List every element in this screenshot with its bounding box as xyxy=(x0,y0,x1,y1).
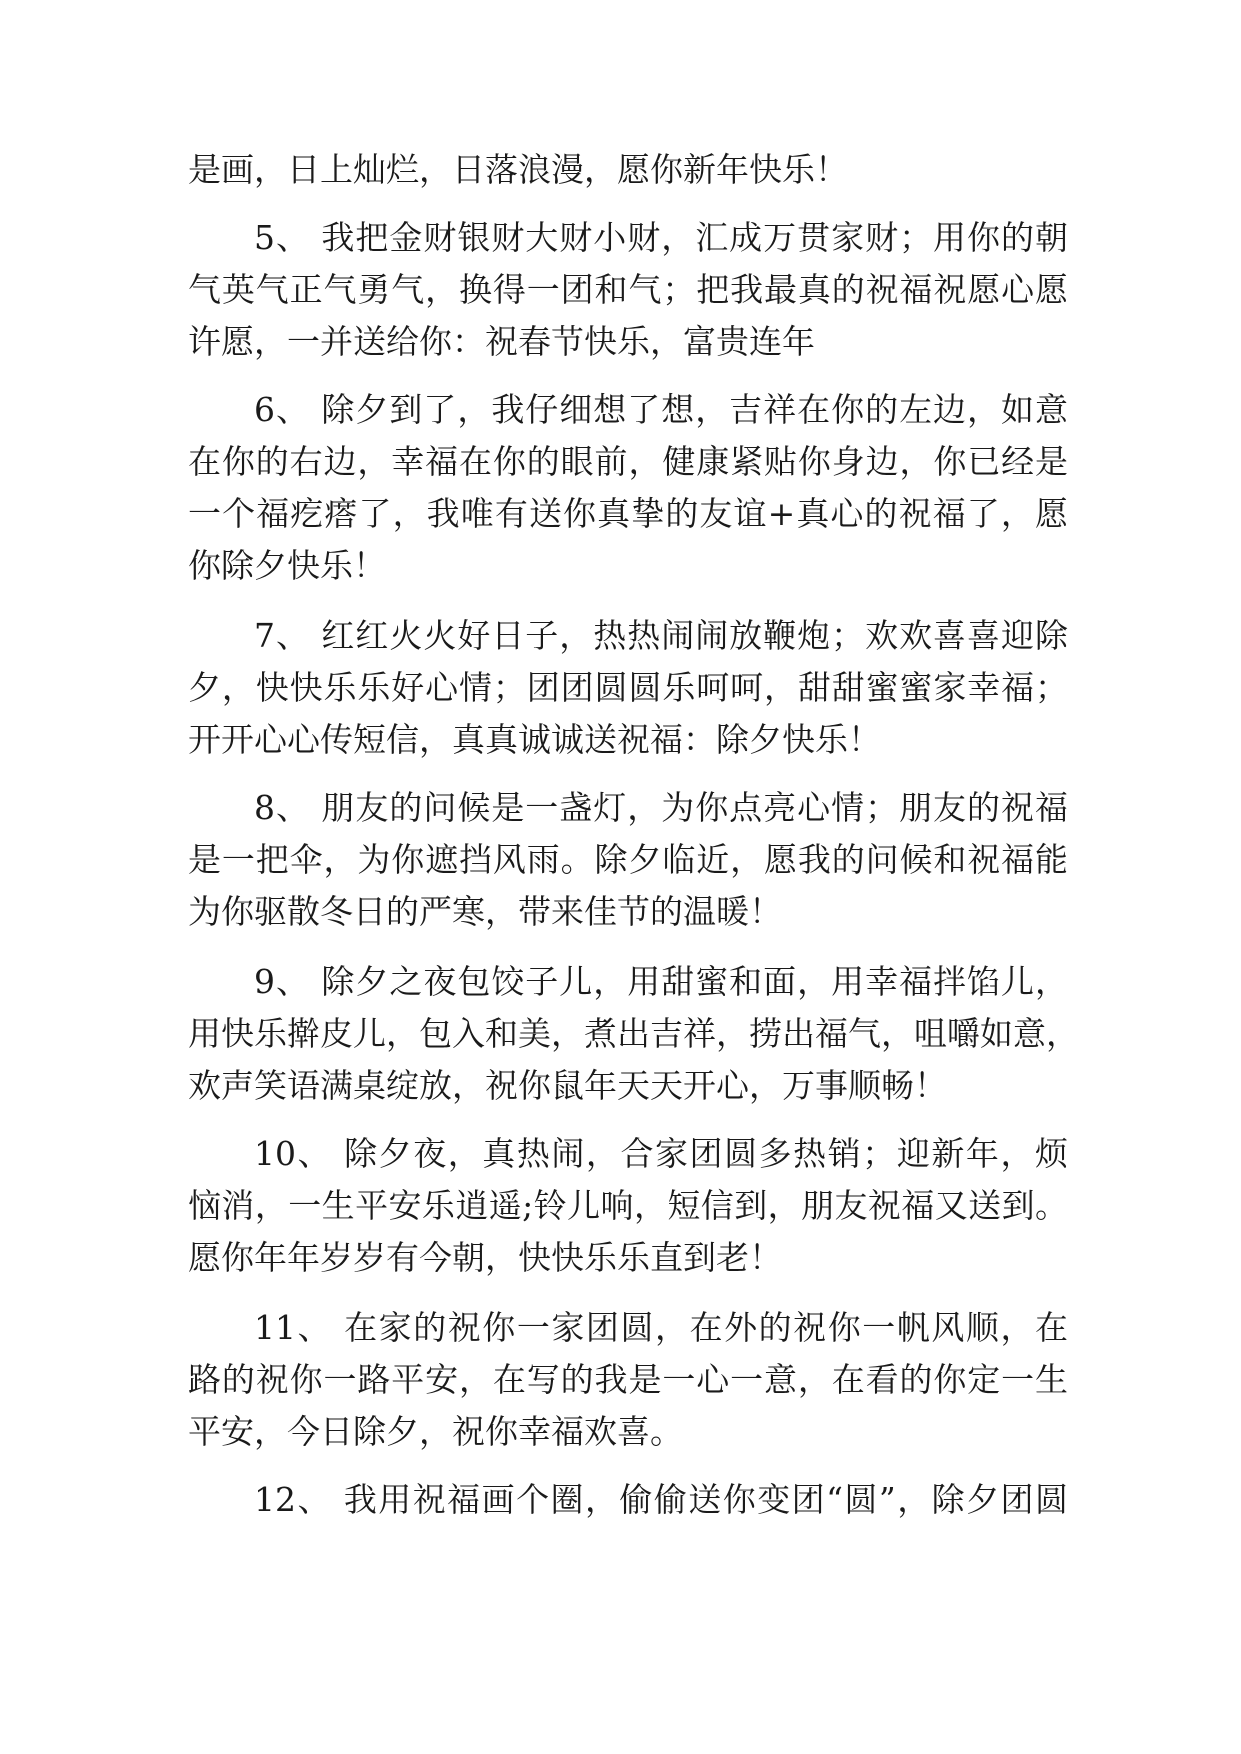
text-line: 你除夕快乐！ xyxy=(188,546,386,585)
text-line: 气英气正气勇气，换得一团和气；把我最真的祝福祝愿心愿 xyxy=(188,270,1068,309)
text-line: 欢声笑语满桌绽放，祝你鼠年天天开心，万事顺畅！ xyxy=(188,1066,947,1105)
text-line: 8、 朋友的问候是一盏灯，为你点亮心情；朋友的祝福 xyxy=(254,788,1068,827)
text-line: 7、 红红火火好日子，热热闹闹放鞭炮；欢欢喜喜迎除 xyxy=(254,616,1068,655)
text-line: 恼消，一生平安乐逍遥;铃儿响，短信到，朋友祝福又送到。 xyxy=(188,1186,1068,1225)
text-line: 开开心心传短信，真真诚诚送祝福：除夕快乐！ xyxy=(188,720,881,759)
text-line: 为你驱散冬日的严寒，带来佳节的温暖！ xyxy=(188,892,782,931)
text-line: 用快乐擀皮儿，包入和美，煮出吉祥，捞出福气，咀嚼如意， xyxy=(188,1014,1079,1053)
text-line: 11、 在家的祝你一家团圆，在外的祝你一帆风顺，在 xyxy=(254,1308,1068,1347)
text-line: 是一把伞，为你遮挡风雨。除夕临近，愿我的问候和祝福能 xyxy=(188,840,1068,879)
text-line: 平安，今日除夕，祝你幸福欢喜。 xyxy=(188,1412,683,1451)
text-line: 在你的右边，幸福在你的眼前，健康紧贴你身边，你已经是 xyxy=(188,442,1068,481)
text-line: 6、 除夕到了，我仔细想了想，吉祥在你的左边，如意 xyxy=(254,390,1068,429)
text-line: 夕，快快乐乐好心情；团团圆圆乐呵呵，甜甜蜜蜜家幸福； xyxy=(188,668,1068,707)
text-line: 9、 除夕之夜包饺子儿，用甜蜜和面，用幸福拌馅儿， xyxy=(254,962,1068,1001)
text-line: 10、 除夕夜，真热闹，合家团圆多热销；迎新年，烦 xyxy=(254,1134,1068,1173)
text-line: 路的祝你一路平安，在写的我是一心一意，在看的你定一生 xyxy=(188,1360,1068,1399)
text-line: 是画，日上灿烂，日落浪漫，愿你新年快乐！ xyxy=(188,150,848,189)
text-line: 愿你年年岁岁有今朝，快快乐乐直到老！ xyxy=(188,1238,782,1277)
text-line: 5、 我把金财银财大财小财，汇成万贯家财；用你的朝 xyxy=(254,218,1068,257)
text-line: 一个福疙瘩了，我唯有送你真挚的友谊+真心的祝福了，愿 xyxy=(188,494,1068,533)
text-line: 12、 我用祝福画个圈，偷偷送你变团“圆”，除夕团圆 xyxy=(254,1480,1068,1519)
text-line: 许愿，一并送给你：祝春节快乐，富贵连年 xyxy=(188,322,815,361)
